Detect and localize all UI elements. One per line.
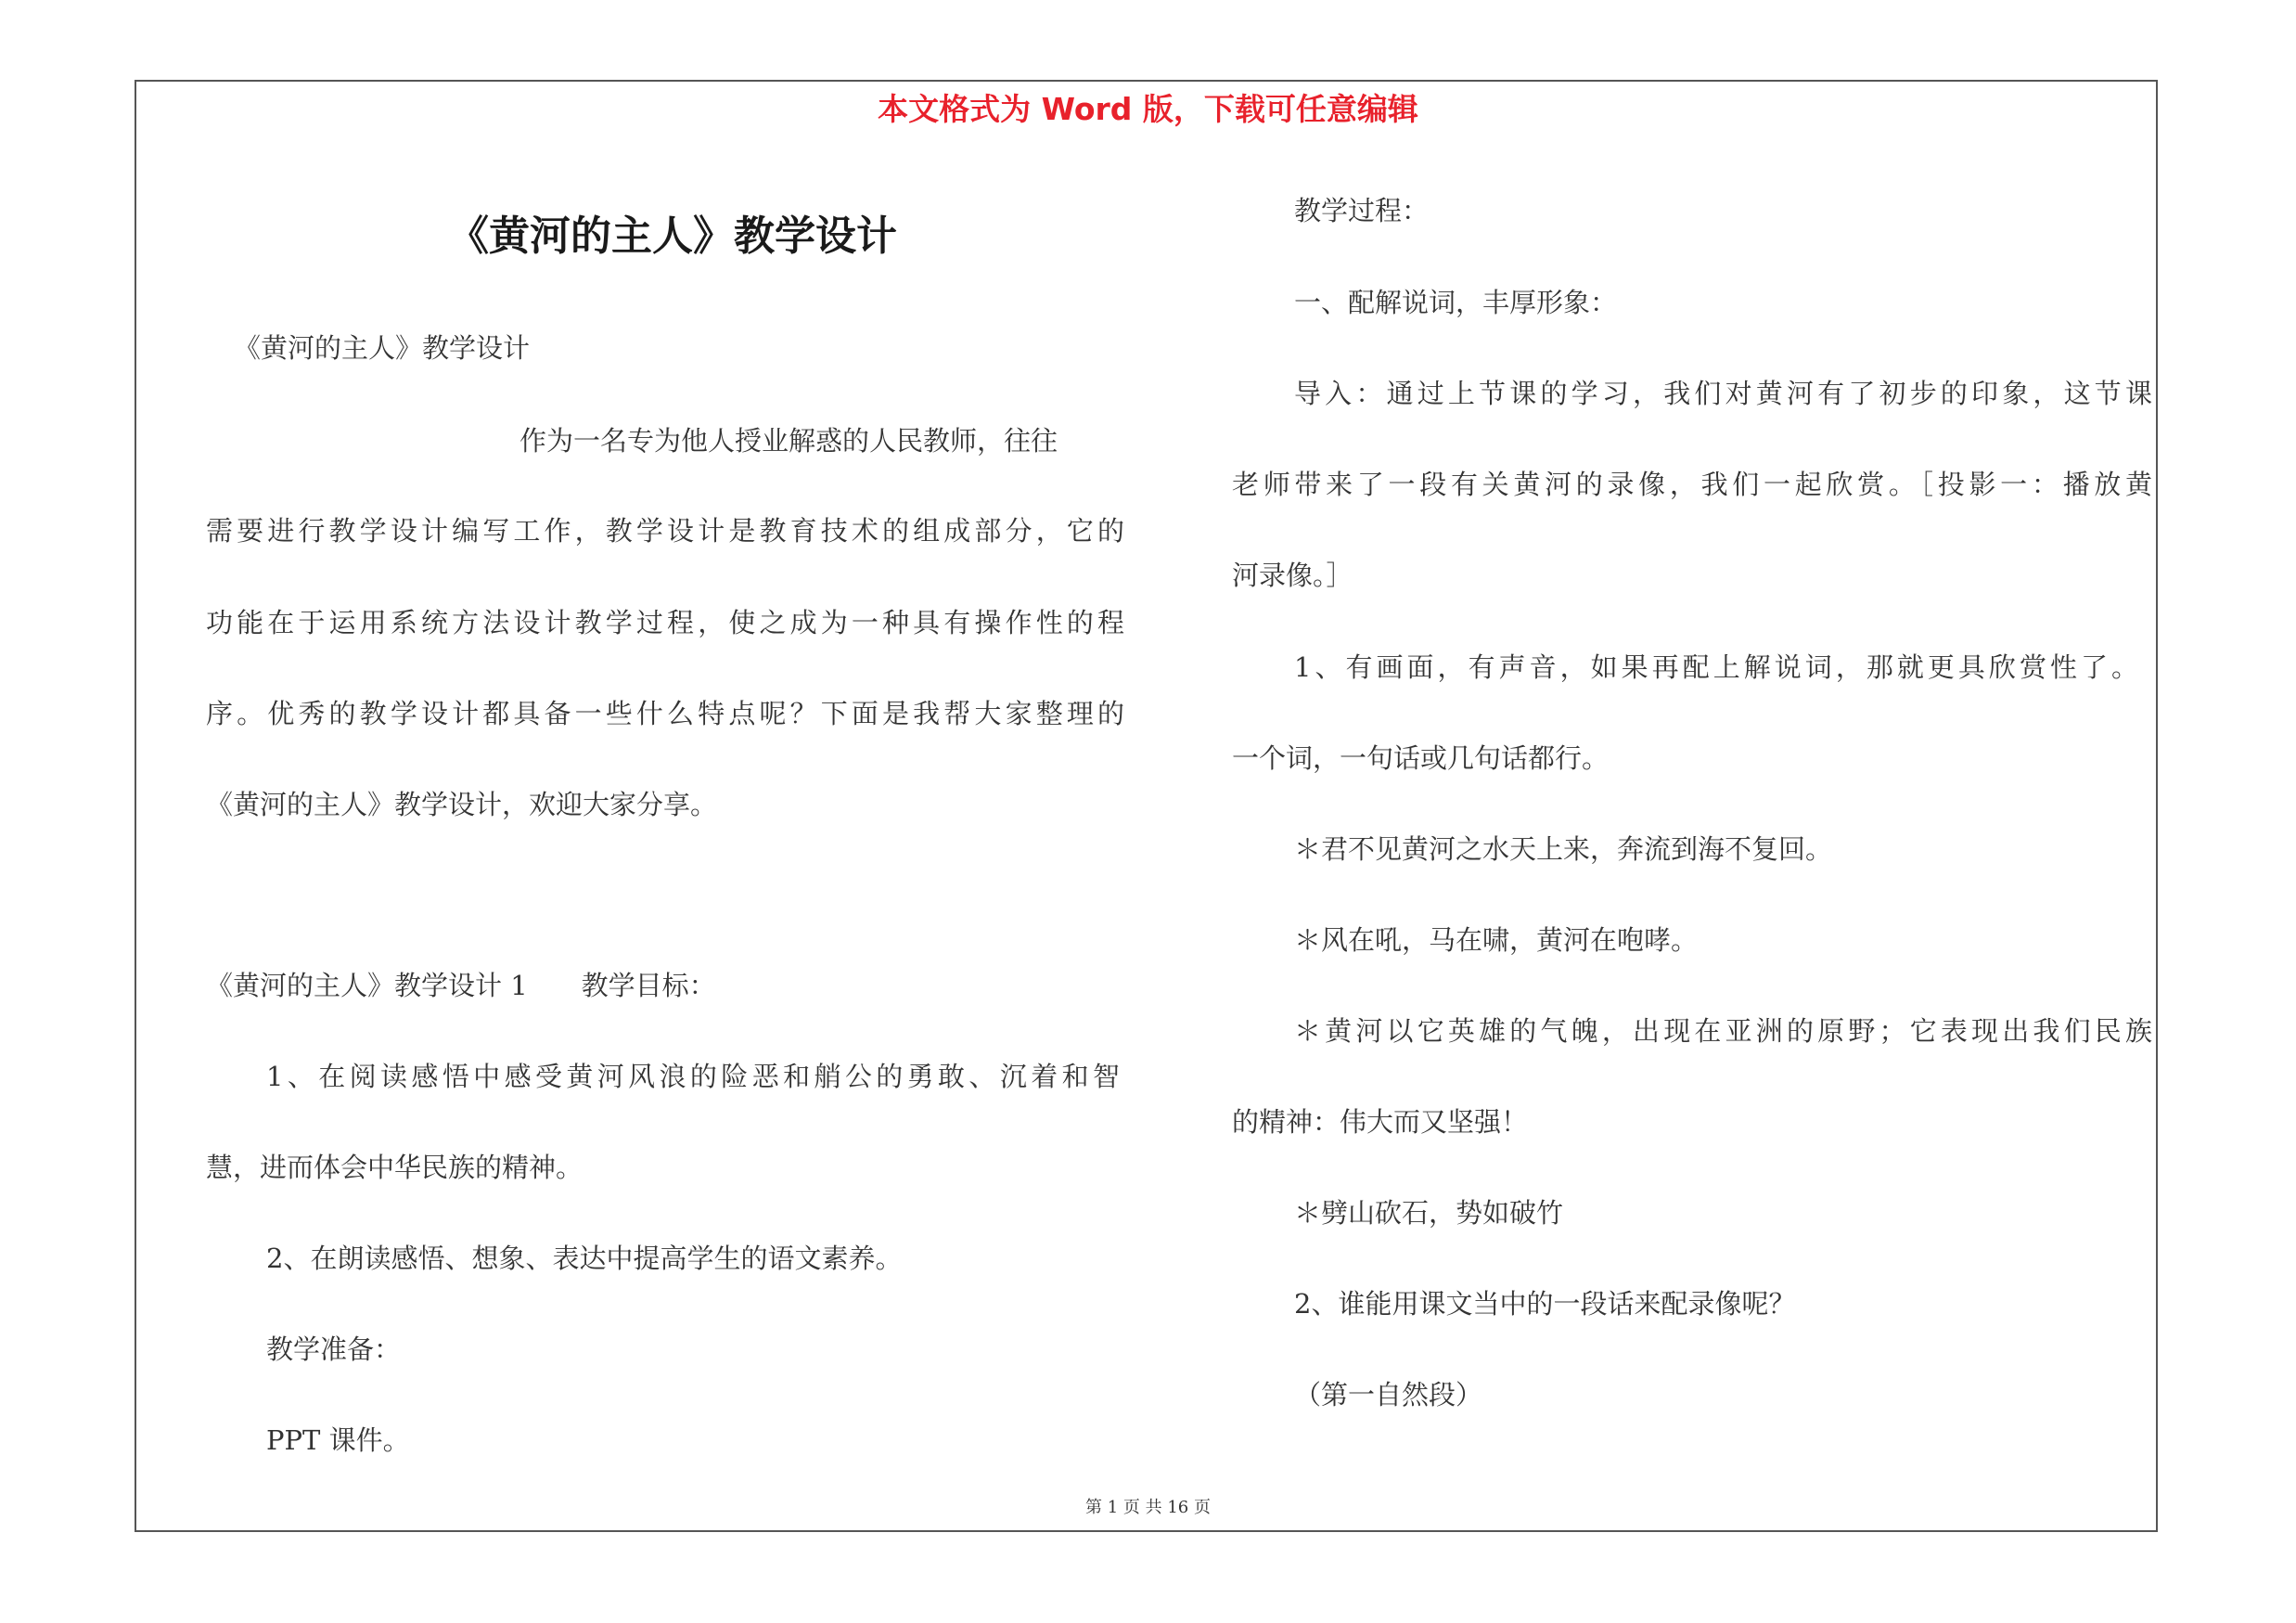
body-line: PPT 课件。 — [266, 1424, 410, 1456]
body-line: 1、有画面，有声音，如果再配上解说词，那就更具欣赏性了。 — [1294, 651, 2138, 683]
body-line: 一、配解说词，丰厚形象： — [1294, 287, 1618, 318]
body-line: 的精神：伟大而又坚强！ — [1232, 1106, 1529, 1138]
body-line: ＊黄河以它英雄的气魄，出现在亚洲的原野；它表现出我们民族 — [1294, 1015, 2152, 1047]
page-footer: 第 1 页 共 16 页 — [1085, 1498, 1211, 1517]
body-line: 教学过程： — [1294, 195, 1430, 226]
body-line: 作为一名专为他人授业解惑的人民教师，往往 — [519, 425, 1058, 457]
body-line: 河录像。］ — [1232, 560, 1353, 591]
body-line: 需要进行教学设计编写工作，教学设计是教育技术的组成部分，它的 — [206, 515, 1124, 547]
section-heading: 《黄河的主人》教学设计 1 教学目标： — [206, 970, 716, 1001]
body-line: 老师带来了一段有关黄河的录像，我们一起欣赏。［投影一：播放黄 — [1232, 469, 2152, 500]
body-line: 2、谁能用课文当中的一段话来配录像呢？ — [1294, 1288, 1796, 1320]
body-line: ＊劈山砍石，势如破竹 — [1294, 1197, 1564, 1229]
body-line: 教学准备： — [266, 1333, 402, 1365]
body-line: 《黄河的主人》教学设计 — [234, 332, 531, 364]
document-title: 《黄河的主人》教学设计 — [448, 213, 897, 260]
body-line: 导入：通过上节课的学习，我们对黄河有了初步的印象，这节课 — [1294, 378, 2152, 409]
body-line: ＊风在吼，马在啸，黄河在咆哮。 — [1294, 924, 1699, 956]
format-banner: 本文格式为 Word 版，下载可任意编辑 — [878, 91, 1418, 127]
body-line: 2、在朗读感悟、想象、表达中提高学生的语文素养。 — [266, 1243, 903, 1274]
body-line: ＊君不见黄河之水天上来，奔流到海不复回。 — [1294, 833, 1833, 865]
body-line: 慧，进而体会中华民族的精神。 — [206, 1152, 584, 1183]
body-line: （第一自然段） — [1294, 1379, 1483, 1410]
body-line: 《黄河的主人》教学设计，欢迎大家分享。 — [206, 789, 718, 820]
body-line: 1、在阅读感悟中感受黄河风浪的险恶和艄公的勇敢、沉着和智 — [266, 1061, 1120, 1092]
body-line: 一个词，一句话或几句话都行。 — [1232, 742, 1610, 774]
body-line: 功能在于运用系统方法设计教学过程，使之成为一种具有操作性的程 — [206, 607, 1124, 638]
body-line: 序。优秀的教学设计都具备一些什么特点呢？下面是我帮大家整理的 — [206, 698, 1124, 729]
